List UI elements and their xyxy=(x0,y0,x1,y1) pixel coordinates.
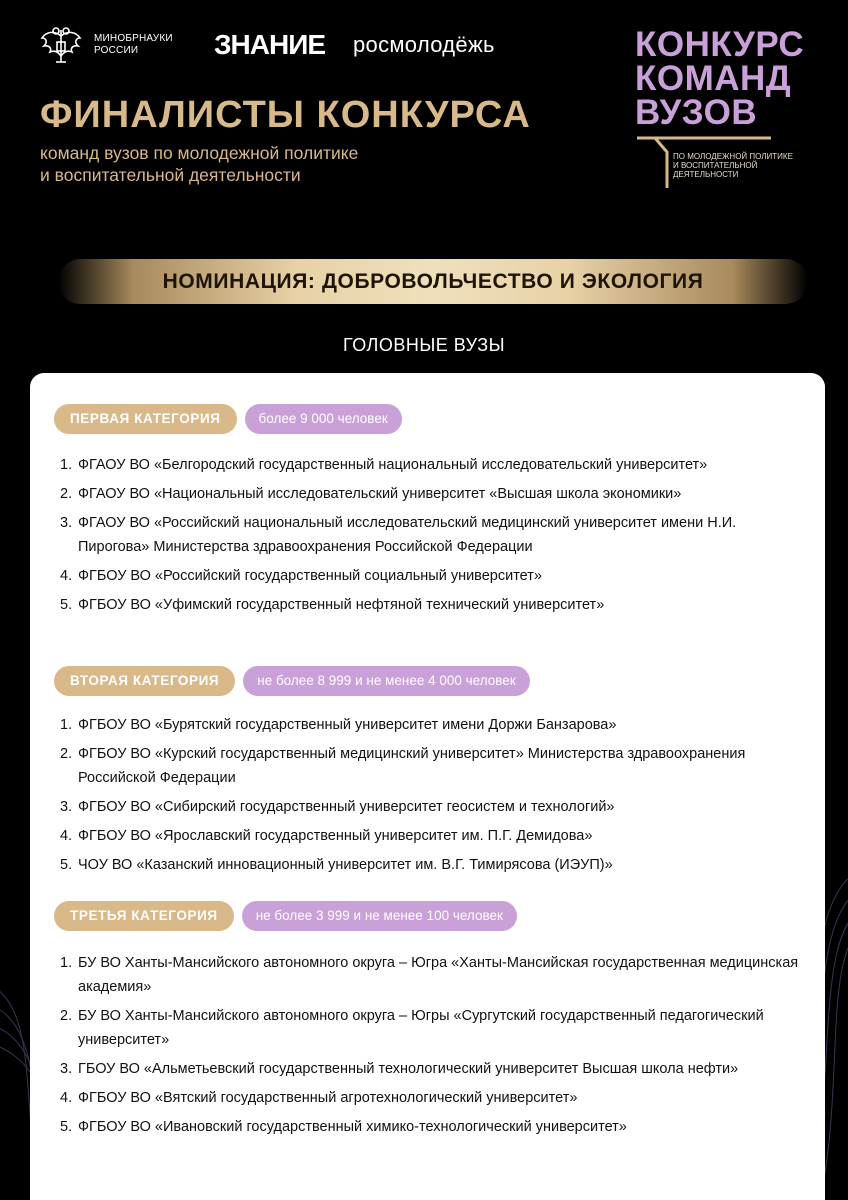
list-item: 1. БУ ВО Ханты-Мансийского автономного округа – Югра «Ханты-Мансийская государственная медицинская академия» xyxy=(60,955,799,995)
category-header xyxy=(54,404,402,434)
rosmolodezh-logo: росмолодёжь xyxy=(353,32,495,57)
list-item: 2. БУ ВО Ханты-Мансийского автономного округа – Югры «Сургутский государственный педагогический университет» xyxy=(60,1008,764,1048)
finalist-list xyxy=(60,951,800,1144)
eagle-emblem-icon xyxy=(38,22,84,68)
znanie-logo: ЗНАНИЕ xyxy=(214,29,326,60)
list-item: 3. ФГАОУ ВО «Российский национальный исследовательский медицинский университет имени Н.И. Пирогова» Министерства здравоохранения Российской Федерации xyxy=(60,515,737,555)
nomination-title: НОМИНАЦИЯ: ДОБРОВОЛЬЧЕСТВО И ЭКОЛОГИЯ xyxy=(162,269,704,293)
list-item: 5. ЧОУ ВО «Казанский инновационный университет им. В.Г. Тимирясова (ИЭУП)» xyxy=(60,857,613,873)
list-item: 2. ФГБОУ ВО «Курский государственный медицинский университет» Министерства здравоохранения Российской Федерации xyxy=(60,746,746,786)
list-item: 1. ФГАОУ ВО «Белгородский государственный национальный исследовательский университет» xyxy=(60,457,708,473)
brand-title: КОНКУРС КОМАНД ВУЗОВ xyxy=(635,25,805,132)
category-label: ТРЕТЬЯ КАТЕГОРИЯ xyxy=(54,901,234,931)
category-size: не более 8 999 и не менее 4 000 человек xyxy=(243,666,529,696)
section-heading: ГОЛОВНЫЕ ВУЗЫ xyxy=(342,335,506,355)
list-item: 5. ФГБОУ ВО «Ивановский государственный химико-технологический университет» xyxy=(60,1119,627,1135)
list-item: 4. ФГБОУ ВО «Российский государственный социальный университет» xyxy=(60,568,542,584)
category-header xyxy=(54,901,517,931)
list-item: 3. ФГБОУ ВО «Сибирский государственный университет геосистем и технологий» xyxy=(60,799,615,815)
finalist-list xyxy=(60,713,800,882)
contest-brand xyxy=(635,25,835,192)
category-header xyxy=(54,666,530,696)
list-item: 4. ФГБОУ ВО «Вятский государственный агротехнологический университет» xyxy=(60,1090,578,1106)
page-subtitle: команд вузов по молодежной политике и воспитательной деятельности xyxy=(40,143,359,185)
list-item: 2. ФГАОУ ВО «Национальный исследовательский университет «Высшая школа экономики» xyxy=(60,486,682,502)
nomination-banner xyxy=(58,259,808,304)
list-item: 1. ФГБОУ ВО «Бурятский государственный университет имени Доржи Банзарова» xyxy=(60,717,617,733)
brand-mark xyxy=(635,130,835,192)
category-size: более 9 000 человек xyxy=(245,404,402,434)
finalist-list xyxy=(60,453,800,622)
list-item: 5. ФГБОУ ВО «Уфимский государственный нефтяной технический университет» xyxy=(60,597,605,613)
list-item: 4. ФГБОУ ВО «Ярославский государственный университет им. П.Г. Демидова» xyxy=(60,828,593,844)
category-size: не более 3 999 и не менее 100 человек xyxy=(242,901,517,931)
list-item: 3. ГБОУ ВО «Альметьевский государственный технологический университет Высшая школа нефти» xyxy=(60,1061,739,1077)
finalists-card xyxy=(30,373,825,1200)
ministry-logo-text: МИНОБРНАУКИ РОССИИ xyxy=(94,33,173,56)
category-label: ВТОРАЯ КАТЕГОРИЯ xyxy=(54,666,235,696)
brand-subtitle: ПО МОЛОДЕЖНОЙ ПОЛИТИКЕ И ВОСПИТАТЕЛЬНОЙ ДЕЯТЕЛЬНОСТИ xyxy=(673,152,793,179)
partner-logos xyxy=(38,22,495,68)
page-title: ФИНАЛИСТЫ КОНКУРСА xyxy=(40,94,531,136)
category-label: ПЕРВАЯ КАТЕГОРИЯ xyxy=(54,404,237,434)
